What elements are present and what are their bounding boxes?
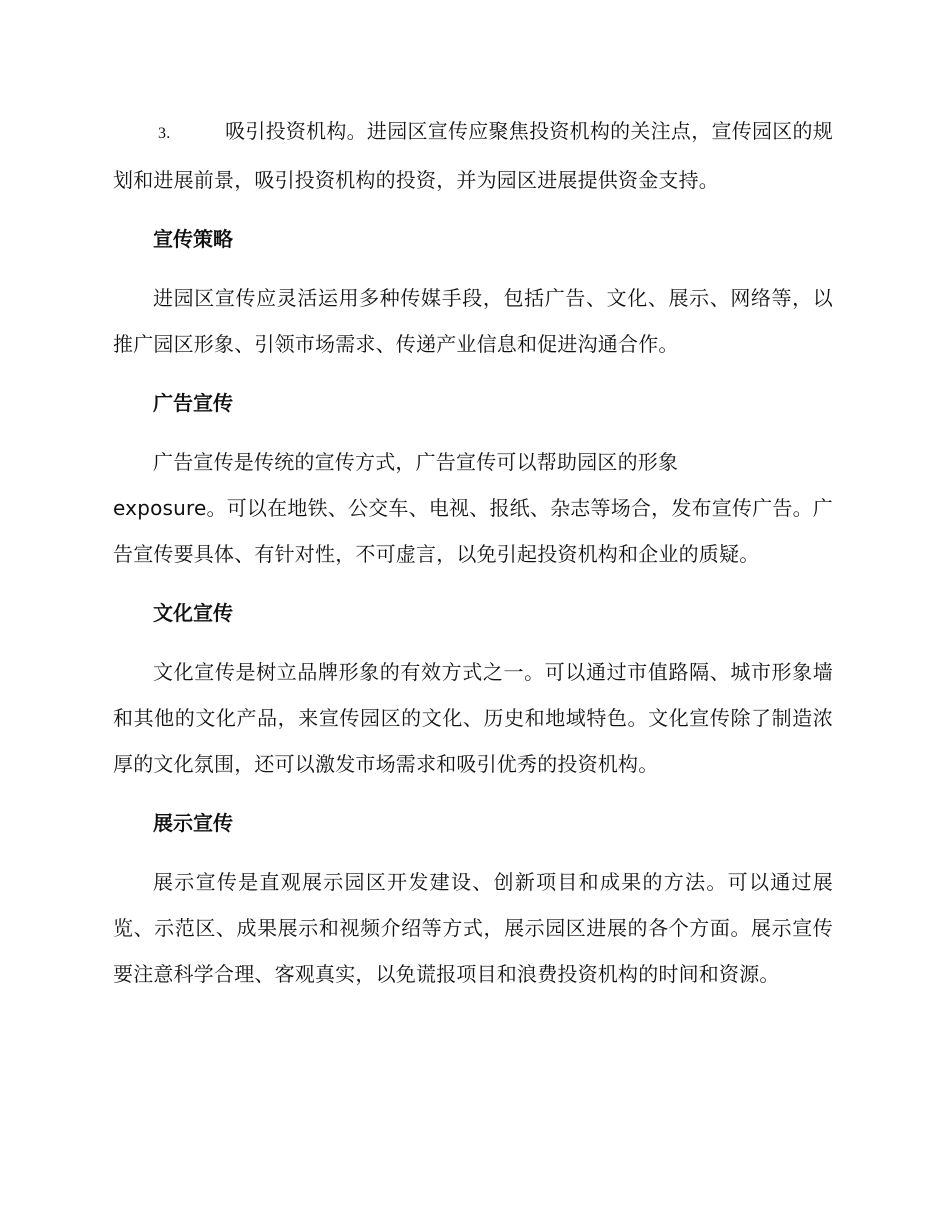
advertising-line-1: 广告宣传是传统的宣传方式，广告宣传可以帮助园区的形象 — [153, 450, 679, 474]
section-body-strategy: 进园区宣传应灵活运用多种传媒手段，包括广告、文化、展示、网络等，以推广园区形象、引领市场需求、传递产业信息和促进沟通合作。 — [113, 286, 833, 356]
section-heading-exhibition: 展示宣传 — [153, 811, 233, 835]
document-body — [113, 108, 833, 1010]
section-body-exhibition: 展示宣传是直观展示园区开发建设、创新项目和成果的方法。可以通过展览、示范区、成果展示和视频介绍等方式，展示园区进展的各个方面。展示宣传要注意科学合理、客观真实，以免谎报项目和浪费投资机构的时间和资源。 — [113, 870, 833, 986]
item-number: 3. — [158, 125, 171, 142]
section-heading-advertising: 广告宣传 — [153, 391, 233, 415]
section-heading-culture: 文化宣传 — [153, 601, 233, 625]
item-text: 吸引投资机构。进园区宣传应聚焦投资机构的关注点，宣传园区的规划和进展前景，吸引投资机构的投资，并为园区进展提供资金支持。 — [113, 119, 833, 192]
section-body-advertising — [113, 439, 833, 577]
advertising-line-2: exposure。可以在地铁、公交车、电视、报纸、杂志等场合，发布宣传广告。广告宣传要具体、有针对性，不可虚言，以免引起投资机构和企业的质疑。 — [113, 496, 833, 566]
section-heading-strategy: 宣传策略 — [153, 227, 233, 251]
numbered-item-3 — [113, 108, 833, 203]
section-body-culture: 文化宣传是树立品牌形象的有效方式之一。可以通过市值路隔、城市形象墙和其他的文化产品，来宣传园区的文化、历史和地域特色。文化宣传除了制造浓厚的文化氛围，还可以激发市场需求和吸引优秀的投资机构。 — [113, 660, 833, 776]
